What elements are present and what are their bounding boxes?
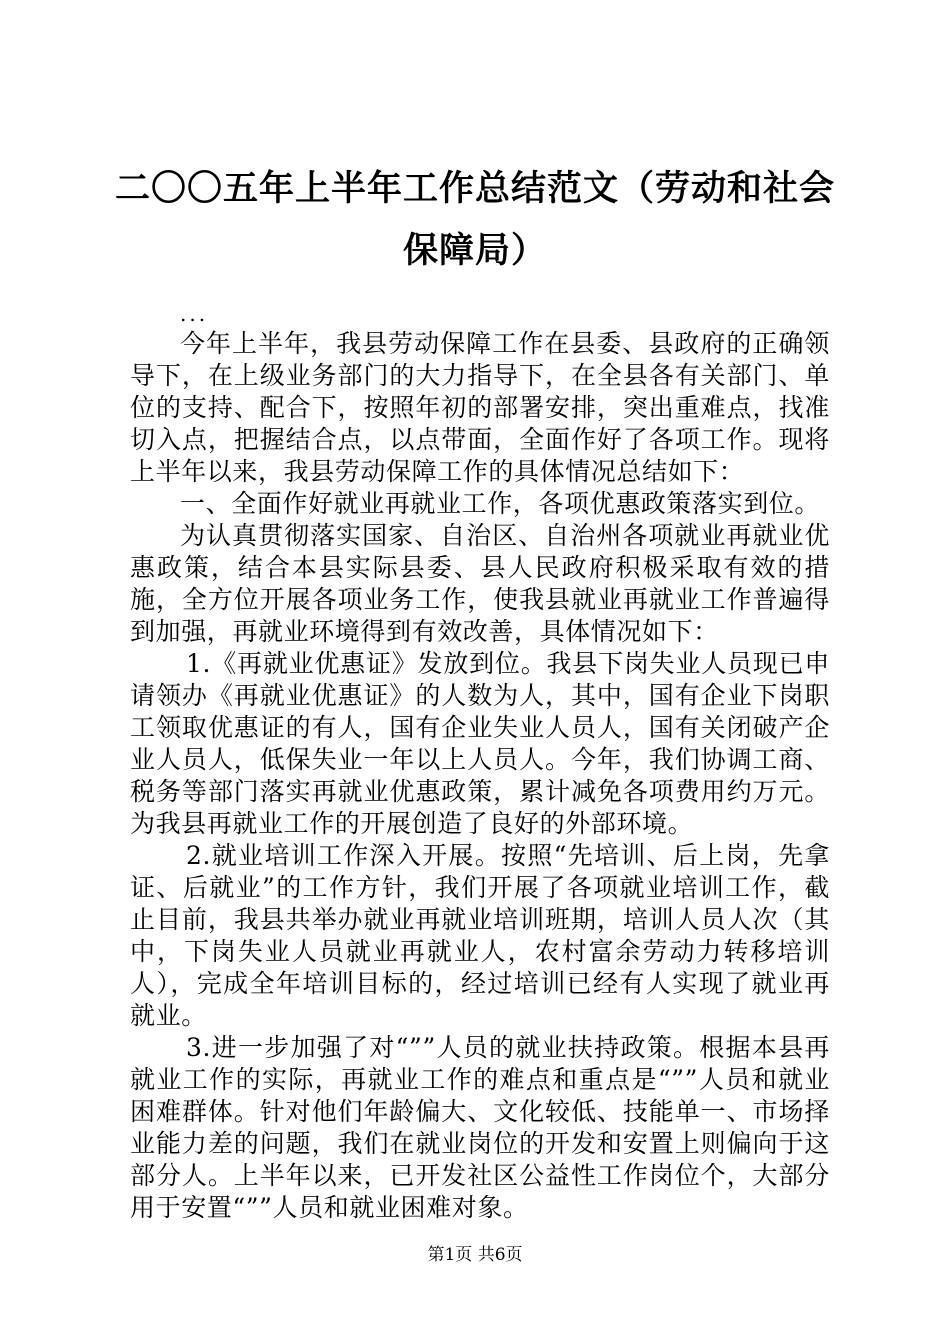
paragraph-item-1: 1.《再就业优惠证》发放到位。我县下岗失业人员现已申请领办《再就业优惠证》的人数为人，其中，国有企业下岗职工领取优惠证的有人，国有企业失业人员人，国有关闭破产企业人员人，低保失业一年以上人员人。今年，我们协调工商、税务等部门落实再就业优惠政策，累计减免各项费用约万元。为我县再就业工作的开展创造了良好的外部环境。 <box>130 649 830 838</box>
paragraph-intro: 今年上半年，我县劳动保障工作在县委、县政府的正确领导下，在上级业务部门的大力指导下，在全县各有关部门、单位的支持、配合下，按照年初的部署安排，突出重难点，找准切入点，把握结合点，以点带面，全面作好了各项工作。现将上半年以来，我县劳动保障工作的具体情况总结如下： <box>130 329 830 486</box>
section-heading-employment: 一、全面作好就业再就业工作，各项优惠政策落实到位。 <box>180 489 821 518</box>
paragraph-item-2: 2.就业培训工作深入开展。按照“先培训、后上岗，先拿证、后就业”的工作方针，我们开展了各项就业培训工作，截止目前，我县共举办就业再就业培训班期，培训人员人次（其中，下岗失业人员就业再就业人，农村富余劳动力转移培训人），完成全年培训目标的，经过培训已经有人实现了就业再就业。 <box>130 841 830 1030</box>
document-body <box>130 328 830 1224</box>
page-number-footer: 第1页 共6页 <box>427 1245 523 1265</box>
paragraph-item-3: 3.进一步加强了对“””人员的就业扶持政策。根据本县再就业工作的实际，再就业工作的难点和重点是“””人员和就业困难群体。针对他们年龄偏大、文化较低、技能单一、市场择业能力差的问题，我们在就业岗位的开发和安置上则偏向于这部分人。上半年以来，已开发社区公益性工作岗位个，大部分用于安置“””人员和就业困难对象。 <box>130 1033 830 1222</box>
document-title: 二〇〇五年上半年工作总结范文（劳动和社会保障局） <box>114 168 835 271</box>
paragraph-policy: 为认真贯彻落实国家、自治区、自治州各项就业再就业优惠政策，结合本县实际县委、县人民政府积极采取有效的措施，全方位开展各项业务工作，使我县就业再就业工作普遍得到加强，再就业环境得到有效改善，具体情况如下： <box>130 521 830 646</box>
ellipsis-mark: ... <box>180 302 209 326</box>
